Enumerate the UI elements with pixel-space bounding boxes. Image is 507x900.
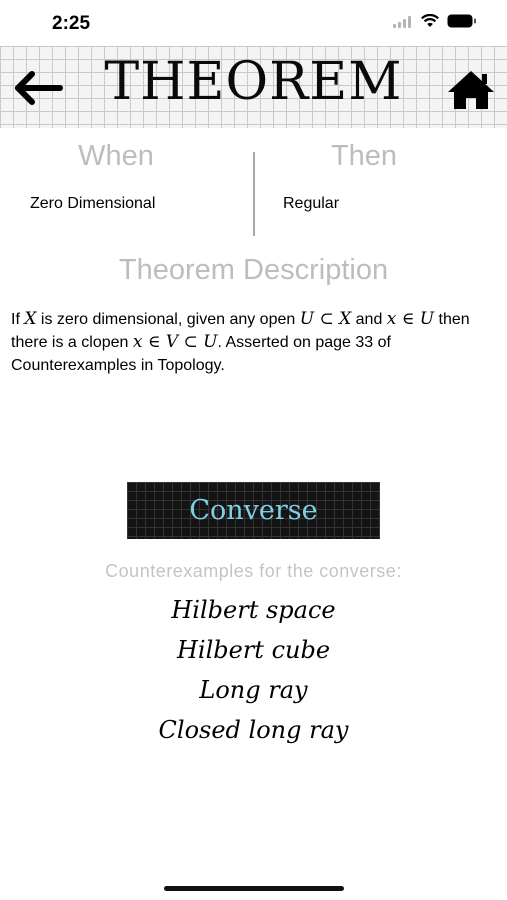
then-value: Regular [283,195,340,212]
theorem-description [11,308,497,377]
counterexample-item[interactable]: Closed long ray [158,716,349,744]
cellular-signal-icon [393,15,413,33]
math-expression: x ∈ V ⊂ U [132,332,218,352]
wifi-icon [421,14,439,33]
counterexample-item[interactable]: Hilbert space [171,596,336,624]
math-expression: U ⊂ X [299,309,352,329]
counterexample-item[interactable]: Long ray [199,676,308,704]
home-button[interactable] [445,68,497,112]
converse-button[interactable] [127,482,380,539]
description-text: . Asserted on page 33 of Counterexamples in Topology. [11,334,391,374]
when-value: Zero Dimensional [30,195,156,212]
column-divider [253,152,255,236]
when-heading: When [78,140,154,172]
then-heading: Then [330,140,398,172]
status-time: 2:25 [52,13,91,34]
header-bar [0,46,507,128]
status-icons [393,14,477,33]
battery-icon [447,14,477,33]
converse-button-label: Converse [189,495,318,526]
description-text: is zero dimensional, given any open [36,311,300,328]
page-title: THEOREM [104,52,403,112]
math-expression: x ∈ U [386,309,435,329]
home-icon [445,99,497,116]
description-heading: Theorem Description [118,254,389,286]
status-bar [0,0,507,44]
counterexample-item[interactable]: Hilbert cube [176,636,331,664]
counterexamples-list [0,590,507,750]
home-indicator[interactable] [164,886,344,891]
description-text: then there is a clopen [11,311,470,351]
description-text: and [351,311,387,328]
description-text: If [11,311,25,328]
math-expression: X [24,309,37,329]
counterexamples-heading: Counterexamples for the converse: [105,561,402,581]
